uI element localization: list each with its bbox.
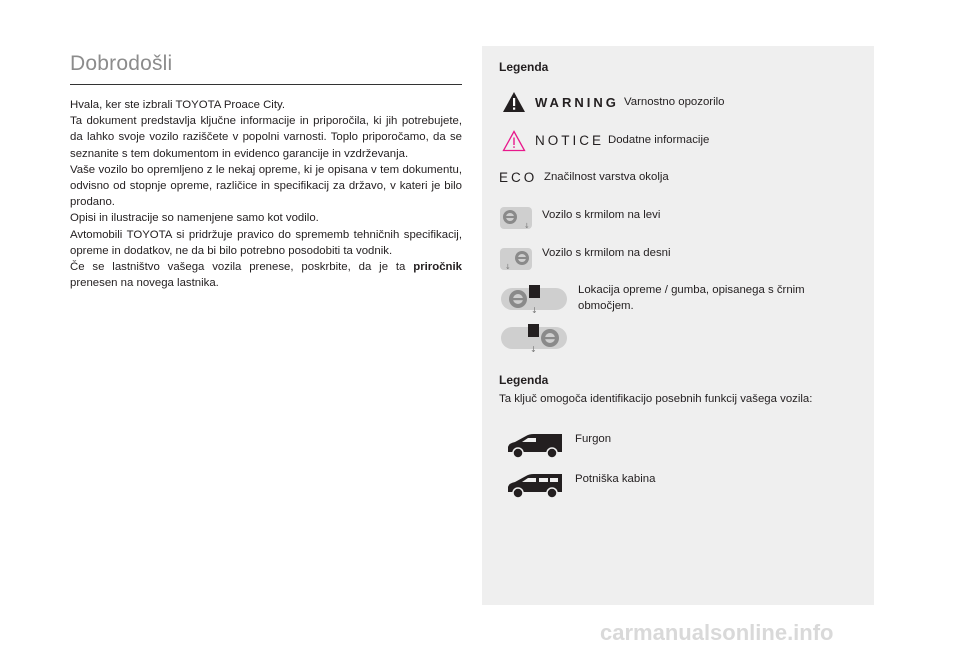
legend2-description: Ta ključ omogoča identifikacijo posebnih funkcij vašega vozila: (499, 393, 813, 405)
intro-paragraph-ownership: Če se lastništvo vašega vozila prenese, poskrbite, da je ta priročnik prenesen na novega lastnika. (70, 261, 462, 290)
passenger-vehicle-icon (506, 470, 564, 500)
notice-triangle-icon (502, 130, 526, 152)
legend-heading: Legenda (499, 60, 549, 74)
rhd-description: Vozilo s krmilom na desni (542, 247, 671, 259)
lhd-description: Vozilo s krmilom na levi (542, 209, 661, 221)
notice-keyword: NOTICE (535, 133, 605, 148)
warning-triangle-icon (502, 91, 526, 113)
warning-description: Varnostno opozorilo (624, 96, 725, 108)
svg-text:↓: ↓ (530, 345, 537, 354)
eco-keyword: ECO (499, 170, 538, 185)
intro-paragraph: Opisi in ilustracije so namenjene samo kot vodilo. (70, 212, 319, 225)
intro-paragraph: Avtomobili TOYOTA si pridržuje pravico do sprememb tehničnih specifikacij, opreme in dodatkov, ne da bi bilo potrebno posodobiti ta vodnik. (70, 228, 462, 257)
legend-panel (482, 46, 874, 605)
legend2-heading: Legenda (499, 373, 549, 387)
svg-text:↓: ↓ (524, 222, 530, 230)
svg-text:↓: ↓ (531, 306, 538, 315)
warning-keyword: WARNING (535, 95, 619, 110)
svg-text:↓: ↓ (505, 263, 511, 271)
van-label: Furgon (575, 433, 612, 445)
page-title: Dobrodošli (70, 52, 173, 75)
watermark: carmanualsonline.info (600, 620, 834, 645)
intro-text (70, 97, 462, 291)
intro-paragraph: Vaše vozilo bo opremljeno z le nekaj opreme, ki je opisana v tem dokumentu, odvisno od stopnje opreme, različice in specifikacij za državo, v kateri je bilo prodano. (70, 163, 462, 209)
notice-description: Dodatne informacije (608, 134, 710, 146)
manual-bold-word: priročnik (413, 261, 462, 274)
van-icon (506, 430, 564, 460)
dashboard-location-lhd-icon (500, 282, 568, 316)
intro-paragraph: Hvala, ker ste izbrali TOYOTA Proace City. (70, 99, 286, 111)
left-hand-drive-icon (499, 204, 533, 232)
title-divider (70, 84, 462, 85)
location-description: Lokacija opreme / gumba, opisanega s črnim območjem. (578, 284, 805, 312)
intro-section (70, 52, 462, 291)
intro-paragraph: Ta dokument predstavlja ključne informacije in priporočila, ki jih potrebujete, da lahko svoje vozilo raziščete v popolni varnosti. Toplo priporočamo, da se seznanite s tem dokumentom in evidenco garancije in vzdrževanja. (70, 115, 462, 160)
eco-description: Značilnost varstva okolja (544, 171, 669, 183)
passenger-label: Potniška kabina (575, 473, 656, 485)
right-hand-drive-icon (499, 245, 533, 273)
dashboard-location-rhd-icon (500, 321, 568, 355)
